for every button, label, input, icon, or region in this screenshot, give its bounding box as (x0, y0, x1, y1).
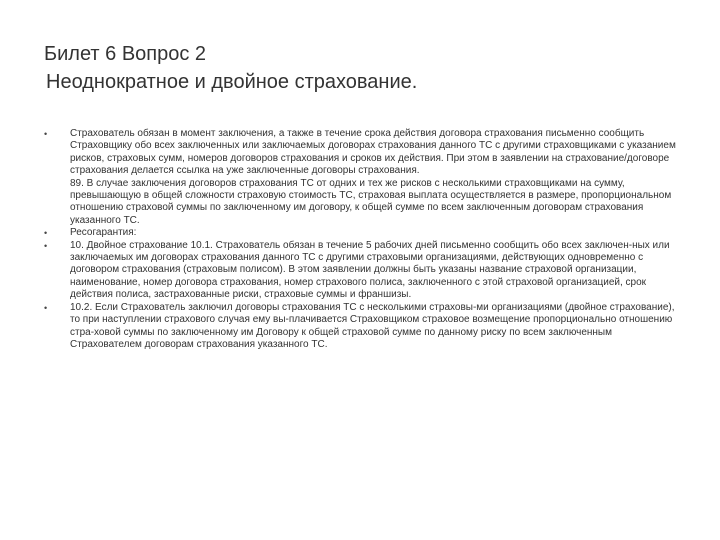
bullet-icon: • (44, 228, 48, 239)
paragraph-clause-10-1: 10. Двойное страхование 10.1. Страхователь обязан в течение 5 рабочих дней письменно сообщить обо всех заключен-ных или заключаемых им договорах страхования данного ТС с другими страховыми организациями, действующих одновременно с договором страхования (страховым полисом). В этом заявлении должны быть указаны название страховой организации, наименование, номер договора страхования, номер страхового полиса, заключенного с этой страховой организацией, срок действия полиса, застрахованные риски, страховые суммы и франшизы. (70, 239, 670, 301)
content-list (44, 128, 684, 351)
bullet-icon: • (44, 129, 48, 139)
topic-title: Неоднократное и двойное страхование. (46, 71, 418, 93)
paragraph-clause-10-2: 10.2. Если Страхователь заключил договоры страхования ТС с несколькими страховы-ми организациями (двойное страхование), то при наступлении страхового случая ему вы-плачивается Страховщиком страховое возмещение пропорционально отношению стра-ховой суммы по заключенному им Договору к общей страховой сумме по данному риску по всем заключенным Страхователем договорам страхования указанного ТС. (70, 301, 675, 350)
list-item (44, 128, 684, 227)
list-item (44, 240, 684, 302)
paragraph-reinsurance-label: Ресогарантия: (70, 227, 137, 239)
paragraph-clause-89: 89. В случае заключения договоров страхования ТС от одних и тех же рисков с несколькими страховщиками на сумму, превышающую в общей сложности страховую стоимость ТС, страховая выплата осуществляется в размере, пропорциональном отношению страховой суммы по заключенному им договору, к общей сумме по всем заключенным договорам страхования указанного ТС. (70, 177, 672, 226)
list-item (44, 227, 684, 239)
paragraph-disclosure: Страхователь обязан в момент заключения, а также в течение срока действия договора страхования письменно сообщить Страховщику обо всех заключенных или заключаемых договорах страхования данного ТС с другими страховщиками с указанием рисков, страховых сумм, номеров договоров страхования и сроков их действия. При этом в заявлении на страхование/договоре страхования делается ссылка на уже заключенные договоры страхования. (70, 128, 676, 177)
list-item (44, 302, 684, 352)
slide-title (44, 42, 684, 94)
bullet-icon: • (44, 240, 48, 251)
ticket-title: Билет 6 Вопрос 2 (44, 43, 207, 65)
bullet-icon: • (44, 302, 48, 313)
